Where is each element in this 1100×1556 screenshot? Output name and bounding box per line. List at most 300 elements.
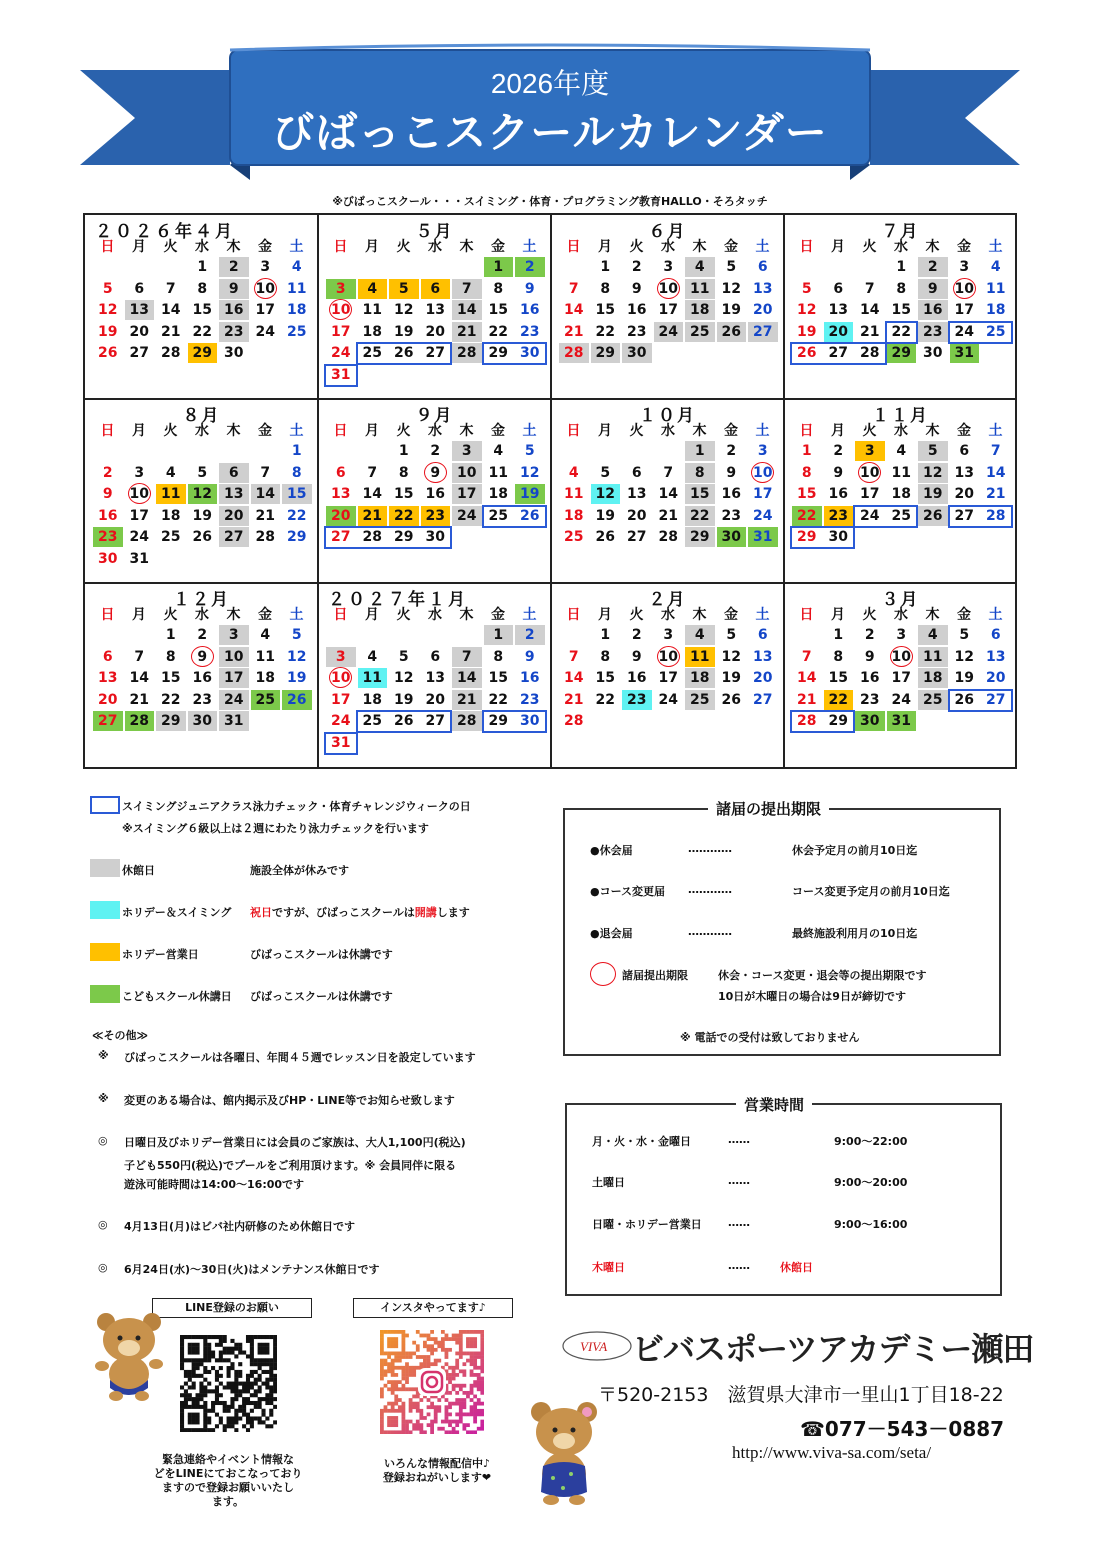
calendar-day: 6 bbox=[335, 464, 346, 481]
calendar-day: 22 bbox=[595, 323, 615, 340]
qr-module bbox=[402, 1377, 406, 1381]
calendar-day: 21 bbox=[986, 486, 1006, 502]
qr-module bbox=[387, 1366, 391, 1370]
qr-module bbox=[437, 1359, 441, 1363]
qr-module bbox=[269, 1366, 273, 1370]
calendar-day: 3 bbox=[452, 441, 482, 461]
calendar-day: 15 bbox=[828, 670, 848, 686]
qr-module bbox=[207, 1347, 211, 1351]
qr-module bbox=[387, 1387, 391, 1391]
qr-module bbox=[269, 1370, 273, 1374]
calendar-day: 4 bbox=[918, 625, 948, 645]
weekday-header: 月 bbox=[132, 239, 146, 255]
calendar-day: 23 bbox=[824, 506, 854, 526]
calendar-day: 19 bbox=[98, 323, 118, 340]
calendar-day: 5 bbox=[959, 627, 970, 643]
calendar-day: 7 bbox=[452, 647, 482, 667]
qr-module bbox=[227, 1424, 231, 1428]
weekday-header: 金 bbox=[258, 607, 272, 623]
qr-module bbox=[188, 1405, 192, 1409]
qr-module bbox=[427, 1423, 431, 1427]
weekday-header: 木 bbox=[226, 423, 241, 439]
hours-label: 土曜日 bbox=[592, 1176, 625, 1189]
calendar-day: 12 bbox=[98, 302, 118, 318]
qr-module bbox=[480, 1352, 484, 1356]
calendar-day: 5 bbox=[197, 464, 208, 481]
qr-module bbox=[238, 1347, 242, 1351]
calendar-day: 30 bbox=[425, 529, 445, 545]
qr-module bbox=[427, 1412, 431, 1416]
calendar-day: 11 bbox=[362, 302, 382, 318]
qr-module bbox=[238, 1409, 242, 1413]
qr-module bbox=[184, 1401, 188, 1405]
calendar-day: 4 bbox=[367, 648, 378, 665]
qr-module bbox=[470, 1391, 474, 1395]
qr-module bbox=[258, 1362, 262, 1366]
qr-module bbox=[434, 1337, 438, 1341]
calendar-day: 16 bbox=[520, 302, 540, 318]
qr-module bbox=[215, 1393, 219, 1397]
calendar-day: 26 bbox=[394, 345, 414, 361]
calendar-day: 24 bbox=[891, 691, 911, 708]
qr-module bbox=[402, 1420, 406, 1424]
weekday-header: 火 bbox=[629, 423, 644, 439]
calendar-day: 17 bbox=[954, 302, 974, 318]
month-title: １２月 bbox=[173, 590, 230, 610]
qr-module bbox=[380, 1330, 384, 1334]
insta-qr-code[interactable] bbox=[380, 1330, 484, 1434]
qr-module bbox=[384, 1430, 388, 1434]
qr-module bbox=[196, 1428, 200, 1432]
qr-module bbox=[242, 1382, 246, 1386]
qr-module bbox=[391, 1409, 395, 1413]
month-title: ２月 bbox=[648, 590, 687, 610]
qr-module bbox=[380, 1369, 384, 1373]
qr-module bbox=[466, 1341, 470, 1345]
qr-module bbox=[398, 1409, 402, 1413]
calendar-day: 8 bbox=[833, 648, 844, 665]
qr-module bbox=[238, 1382, 242, 1386]
calendar-day: 30 bbox=[224, 345, 244, 361]
qr-module bbox=[405, 1373, 409, 1377]
qr-module bbox=[246, 1335, 250, 1339]
calendar-day: 16 bbox=[219, 300, 249, 320]
qr-module bbox=[230, 1366, 234, 1370]
qr-module bbox=[394, 1359, 398, 1363]
qr-module bbox=[477, 1387, 481, 1391]
qr-module bbox=[402, 1337, 406, 1341]
qr-module bbox=[427, 1359, 431, 1363]
qr-module bbox=[223, 1335, 227, 1339]
qr-module bbox=[448, 1373, 452, 1377]
weekday-header: 金 bbox=[957, 239, 971, 255]
calendar-day: 18 bbox=[685, 668, 715, 688]
svg-text:VIVA: VIVA bbox=[580, 1339, 608, 1354]
challenge-week-outline bbox=[482, 505, 547, 528]
weekday-header: 日 bbox=[333, 239, 348, 255]
qr-module bbox=[391, 1387, 395, 1391]
calendar-day: 18 bbox=[362, 323, 382, 340]
calendar-day: 14 bbox=[362, 486, 382, 502]
qr-module bbox=[455, 1337, 459, 1341]
qr-module bbox=[188, 1385, 192, 1389]
calendar-day: 19 bbox=[287, 670, 307, 686]
weekday-header: 木 bbox=[692, 423, 707, 439]
qr-module bbox=[405, 1352, 409, 1356]
qr-module bbox=[416, 1348, 420, 1352]
qr-module bbox=[180, 1405, 184, 1409]
qr-module bbox=[238, 1416, 242, 1420]
qr-module bbox=[196, 1397, 200, 1401]
qr-module bbox=[188, 1358, 192, 1362]
qr-module bbox=[412, 1352, 416, 1356]
qr-module bbox=[455, 1420, 459, 1424]
calendar-day: 15 bbox=[797, 486, 817, 502]
note-text: 日曜日及びホリデー営業日には会員のご家族は、大人1,100円(税込) bbox=[124, 1136, 466, 1149]
qr-module bbox=[419, 1427, 423, 1431]
qr-module bbox=[459, 1330, 463, 1334]
calendar-day: 31 bbox=[331, 734, 351, 751]
calendar-day: 24 bbox=[255, 323, 275, 340]
qr-module bbox=[473, 1409, 477, 1413]
calendar-day: 30 bbox=[828, 529, 848, 545]
qr-module bbox=[409, 1366, 413, 1370]
calendar-day: 1 bbox=[600, 627, 611, 643]
weekday-header: 日 bbox=[100, 607, 115, 623]
calendar-day: 31 bbox=[219, 711, 249, 731]
calendar-day: 2 bbox=[515, 625, 545, 645]
qr-module bbox=[391, 1362, 395, 1366]
qr-module bbox=[398, 1366, 402, 1370]
qr-module bbox=[480, 1341, 484, 1345]
qr-module bbox=[242, 1413, 246, 1417]
calendar-day: 5 bbox=[726, 627, 737, 643]
qr-module bbox=[434, 1405, 438, 1409]
calendar-day: 9 bbox=[726, 464, 737, 481]
weekday-header: 月 bbox=[365, 423, 379, 439]
weekday-header: 火 bbox=[163, 607, 178, 623]
qr-module bbox=[477, 1409, 481, 1413]
qr-module bbox=[184, 1358, 188, 1362]
qr-module bbox=[470, 1387, 474, 1391]
calendar-day: 3 bbox=[855, 441, 885, 461]
qr-module bbox=[391, 1330, 395, 1334]
qr-module bbox=[477, 1380, 481, 1384]
calendar-day: 8 bbox=[197, 280, 208, 297]
qr-module bbox=[261, 1420, 265, 1424]
qr-module bbox=[387, 1423, 391, 1427]
calendar-day: 24 bbox=[654, 322, 684, 342]
qr-module bbox=[398, 1330, 402, 1334]
qr-module bbox=[227, 1385, 231, 1389]
calendar-day: 25 bbox=[161, 529, 181, 545]
qr-module bbox=[188, 1378, 192, 1382]
qr-module bbox=[448, 1423, 452, 1427]
calendar-day: 21 bbox=[860, 323, 880, 340]
qr-module bbox=[380, 1366, 384, 1370]
qr-module bbox=[234, 1354, 238, 1358]
qr-module bbox=[258, 1335, 262, 1339]
qr-module bbox=[184, 1370, 188, 1374]
weekday-header: 金 bbox=[258, 239, 272, 255]
qr-module bbox=[462, 1391, 466, 1395]
qr-module bbox=[380, 1373, 384, 1377]
qr-module bbox=[391, 1402, 395, 1406]
qr-module bbox=[387, 1337, 391, 1341]
calendar-day: 7 bbox=[568, 280, 579, 297]
line-qr-code[interactable] bbox=[180, 1335, 277, 1432]
calendar-day: 10 bbox=[748, 463, 778, 483]
qr-module bbox=[441, 1348, 445, 1352]
qr-module bbox=[387, 1369, 391, 1373]
qr-module bbox=[430, 1348, 434, 1352]
qr-module bbox=[416, 1355, 420, 1359]
qr-module bbox=[192, 1413, 196, 1417]
qr-module bbox=[258, 1374, 262, 1378]
weekday-header: 日 bbox=[799, 239, 814, 255]
qr-module bbox=[473, 1362, 477, 1366]
qr-module bbox=[459, 1405, 463, 1409]
qr-module bbox=[459, 1384, 463, 1388]
qr-module bbox=[227, 1416, 231, 1420]
calendar-day: 17 bbox=[658, 302, 678, 318]
qr-module bbox=[480, 1384, 484, 1388]
calendar-day: 26 bbox=[954, 691, 974, 708]
qr-module bbox=[387, 1362, 391, 1366]
calendar-day: 15 bbox=[394, 486, 414, 502]
calendar-day: 27 bbox=[954, 507, 974, 524]
calendar-day: 18 bbox=[488, 486, 508, 502]
qr-module bbox=[402, 1427, 406, 1431]
qr-module bbox=[188, 1416, 192, 1420]
qr-module bbox=[384, 1330, 388, 1334]
qr-module bbox=[223, 1347, 227, 1351]
company-url[interactable]: http://www.viva-sa.com/seta/ bbox=[732, 1443, 932, 1462]
calendar-day: 20 bbox=[954, 486, 974, 502]
weekday-header: 水 bbox=[661, 607, 675, 623]
qr-module bbox=[265, 1362, 269, 1366]
qr-module bbox=[466, 1430, 470, 1434]
qr-module bbox=[409, 1430, 413, 1434]
calendar-day: 15 bbox=[488, 302, 508, 318]
qr-module bbox=[391, 1380, 395, 1384]
qr-module bbox=[230, 1424, 234, 1428]
weekday-header: 土 bbox=[988, 607, 1003, 623]
qr-module bbox=[227, 1405, 231, 1409]
qr-module bbox=[215, 1401, 219, 1405]
qr-module bbox=[405, 1387, 409, 1391]
challenge-week-outline bbox=[885, 321, 919, 344]
insta-label: インスタやってます♪ bbox=[353, 1298, 513, 1318]
qr-module bbox=[462, 1362, 466, 1366]
qr-module bbox=[215, 1424, 219, 1428]
calendar-day: 2 bbox=[833, 443, 844, 459]
calendar-day: 9 bbox=[631, 648, 642, 665]
calendar-day: 27 bbox=[129, 345, 149, 361]
month-panel bbox=[318, 583, 551, 767]
qr-module bbox=[380, 1423, 384, 1427]
qr-module bbox=[412, 1395, 416, 1399]
qr-module bbox=[215, 1413, 219, 1417]
qr-module bbox=[273, 1343, 277, 1347]
weekday-header: 月 bbox=[598, 239, 612, 255]
subtitle: ※びばっこスクール・・・スイミング・体育・プログラミング教育HALLO・そろタッチ bbox=[332, 195, 768, 208]
calendar-day: 23 bbox=[627, 323, 647, 340]
calendar-day: 15 bbox=[595, 302, 615, 318]
qr-module bbox=[180, 1385, 184, 1389]
qr-module bbox=[470, 1398, 474, 1402]
calendar-day: 4 bbox=[896, 443, 907, 459]
qr-module bbox=[196, 1405, 200, 1409]
qr-module bbox=[188, 1347, 192, 1351]
qr-module bbox=[441, 1427, 445, 1431]
qr-module bbox=[477, 1352, 481, 1356]
month-panel bbox=[85, 215, 318, 399]
qr-module bbox=[380, 1430, 384, 1434]
calendar-day: 7 bbox=[452, 279, 482, 299]
calendar-day: 30 bbox=[520, 345, 540, 361]
calendar-day: 22 bbox=[685, 506, 715, 526]
calendar-day: 28 bbox=[452, 343, 482, 363]
qr-module bbox=[455, 1334, 459, 1338]
calendar-day: 30 bbox=[520, 713, 540, 729]
qr-module bbox=[391, 1359, 395, 1363]
qr-module bbox=[466, 1395, 470, 1399]
qr-module bbox=[455, 1402, 459, 1406]
qr-module bbox=[419, 1398, 423, 1402]
qr-module bbox=[427, 1348, 431, 1352]
qr-module bbox=[391, 1373, 395, 1377]
qr-module bbox=[219, 1339, 223, 1343]
qr-module bbox=[402, 1355, 406, 1359]
qr-module bbox=[269, 1397, 273, 1401]
qr-module bbox=[199, 1382, 203, 1386]
qr-module bbox=[459, 1416, 463, 1420]
month-panel bbox=[551, 399, 784, 583]
qr-module bbox=[427, 1344, 431, 1348]
qr-module bbox=[391, 1423, 395, 1427]
qr-module bbox=[480, 1420, 484, 1424]
qr-module bbox=[265, 1378, 269, 1382]
weekday-header: 金 bbox=[491, 239, 505, 255]
weekday-header: 火 bbox=[629, 607, 644, 623]
qr-module bbox=[462, 1369, 466, 1373]
qr-module bbox=[192, 1351, 196, 1355]
qr-module bbox=[427, 1405, 431, 1409]
calendar-day: 5 bbox=[801, 280, 812, 297]
company-phone: ☎077－543－0887 bbox=[800, 1417, 1005, 1441]
qr-module bbox=[416, 1330, 420, 1334]
qr-module bbox=[273, 1358, 277, 1362]
legend-week-swatch bbox=[90, 796, 120, 814]
deadline-value: 休会予定月の前月10日迄 bbox=[792, 844, 918, 857]
calendar-day: 14 bbox=[129, 670, 149, 686]
qr-module bbox=[459, 1334, 463, 1338]
qr-module bbox=[273, 1420, 277, 1424]
calendar-day: 20 bbox=[753, 302, 773, 318]
qr-module bbox=[250, 1343, 254, 1347]
qr-module bbox=[477, 1377, 481, 1381]
qr-module bbox=[203, 1428, 207, 1432]
qr-module bbox=[242, 1397, 246, 1401]
calendar-day: 19 bbox=[954, 670, 974, 686]
calendar-day: 20 bbox=[753, 670, 773, 686]
deadline-value: コース変更予定月の前月10日迄 bbox=[792, 885, 950, 898]
calendar-day: 24 bbox=[452, 506, 482, 526]
qr-module bbox=[380, 1409, 384, 1413]
qr-module bbox=[219, 1354, 223, 1358]
qr-module bbox=[223, 1351, 227, 1355]
month-panel bbox=[85, 583, 318, 767]
calendar-day: 19 bbox=[394, 323, 414, 340]
calendar-day: 27 bbox=[425, 345, 445, 361]
calendar-day: 22 bbox=[389, 506, 419, 526]
calendar-day: 27 bbox=[627, 529, 647, 545]
calendar-day: 5 bbox=[524, 443, 535, 459]
calendar-day: 26 bbox=[394, 713, 414, 729]
calendar-day: 25 bbox=[362, 345, 382, 361]
qr-module bbox=[180, 1401, 184, 1405]
qr-module bbox=[227, 1366, 231, 1370]
qr-module bbox=[423, 1355, 427, 1359]
qr-module bbox=[384, 1405, 388, 1409]
qr-module bbox=[246, 1385, 250, 1389]
qr-module bbox=[394, 1395, 398, 1399]
calendar-day: 27 bbox=[828, 345, 848, 361]
qr-module bbox=[261, 1382, 265, 1386]
qr-module bbox=[211, 1366, 215, 1370]
legend-closed-label: 休館日 bbox=[122, 864, 155, 877]
challenge-week-outline bbox=[853, 505, 918, 528]
deadline-dots: ………… bbox=[688, 925, 732, 938]
qr-module bbox=[234, 1428, 238, 1432]
qr-module bbox=[480, 1409, 484, 1413]
qr-module bbox=[452, 1337, 456, 1341]
qr-module bbox=[203, 1420, 207, 1424]
calendar-day: 31 bbox=[950, 343, 980, 363]
qr-module bbox=[466, 1412, 470, 1416]
calendar-day: 16 bbox=[918, 300, 948, 320]
qr-module bbox=[387, 1380, 391, 1384]
calendar-day: 9 bbox=[219, 279, 249, 299]
calendar-day: 7 bbox=[801, 648, 812, 665]
calendar-day: 31 bbox=[331, 366, 351, 383]
calendar-day: 12 bbox=[721, 280, 741, 297]
qr-module bbox=[466, 1391, 470, 1395]
qr-module bbox=[196, 1413, 200, 1417]
qr-module bbox=[387, 1402, 391, 1406]
calendar-day: 2 bbox=[430, 443, 441, 459]
qr-module bbox=[437, 1427, 441, 1431]
qr-module bbox=[466, 1423, 470, 1427]
qr-module bbox=[265, 1393, 269, 1397]
qr-module bbox=[199, 1405, 203, 1409]
deadline-value: 最終施設利用月の10日迄 bbox=[792, 927, 918, 940]
calendar-day: 14 bbox=[452, 668, 482, 688]
note-text: 遊泳可能時間は14:00～16:00です bbox=[124, 1178, 305, 1191]
qr-module bbox=[459, 1420, 463, 1424]
qr-module bbox=[441, 1337, 445, 1341]
qr-module bbox=[380, 1337, 384, 1341]
calendar-day: 22 bbox=[488, 691, 508, 708]
calendar-day: 22 bbox=[488, 323, 508, 340]
qr-module bbox=[215, 1378, 219, 1382]
calendar-day: 25 bbox=[891, 507, 911, 524]
qr-module bbox=[430, 1427, 434, 1431]
weekday-header: 木 bbox=[925, 423, 940, 439]
qr-module bbox=[215, 1370, 219, 1374]
calendar-day: 13 bbox=[331, 486, 351, 502]
